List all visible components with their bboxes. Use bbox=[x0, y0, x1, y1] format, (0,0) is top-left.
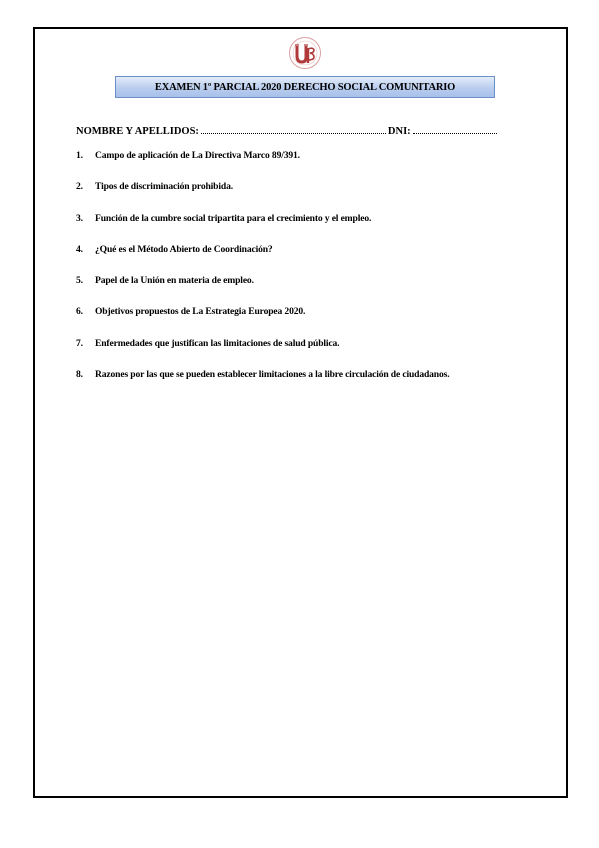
question-number: 3. bbox=[76, 212, 83, 224]
question-text: Enfermedades que justifican las limitaciones de salud pública. bbox=[95, 337, 340, 349]
question-number: 6. bbox=[76, 306, 83, 318]
question-text: Función de la cumbre social tripartita para el crecimiento y el empleo. bbox=[95, 212, 372, 224]
question-item bbox=[76, 213, 546, 244]
university-seal-logo bbox=[288, 36, 322, 70]
dni-label: DNI: bbox=[387, 126, 411, 137]
question-list bbox=[76, 150, 546, 400]
question-number: 8. bbox=[76, 369, 83, 381]
question-item bbox=[76, 181, 546, 212]
question-text: Papel de la Unión en materia de empleo. bbox=[95, 275, 254, 287]
question-text: Campo de aplicación de La Directiva Marco 89/391. bbox=[95, 150, 300, 161]
question-text: Tipos de discriminación prohibida. bbox=[95, 181, 233, 193]
question-number: 7. bbox=[76, 337, 83, 349]
question-number: 5. bbox=[76, 275, 83, 287]
question-item bbox=[76, 275, 546, 306]
question-number: 2. bbox=[76, 181, 83, 193]
question-number: 4. bbox=[76, 243, 83, 255]
exam-title-banner bbox=[115, 76, 495, 98]
question-item bbox=[76, 306, 546, 337]
name-label: NOMBRE Y APELLIDOS: bbox=[76, 126, 199, 137]
student-info-line bbox=[76, 123, 516, 137]
name-field[interactable] bbox=[201, 123, 386, 134]
question-number: 1. bbox=[76, 150, 83, 161]
question-text: Razones por las que se pueden establecer limitaciones a la libre circulación de ciudadanos. bbox=[95, 369, 450, 381]
question-item bbox=[76, 338, 546, 369]
page-border bbox=[33, 27, 568, 798]
exam-title: EXAMEN 1º PARCIAL 2020 DERECHO SOCIAL COMUNITARIO bbox=[154, 81, 456, 93]
question-item bbox=[76, 369, 546, 400]
question-item bbox=[76, 244, 546, 275]
question-item bbox=[76, 150, 546, 181]
question-text: ¿Qué es el Método Abierto de Coordinación? bbox=[95, 243, 273, 255]
dni-field[interactable] bbox=[413, 123, 497, 134]
question-text: Objetivos propuestos de La Estrategia Europea 2020. bbox=[95, 306, 306, 318]
